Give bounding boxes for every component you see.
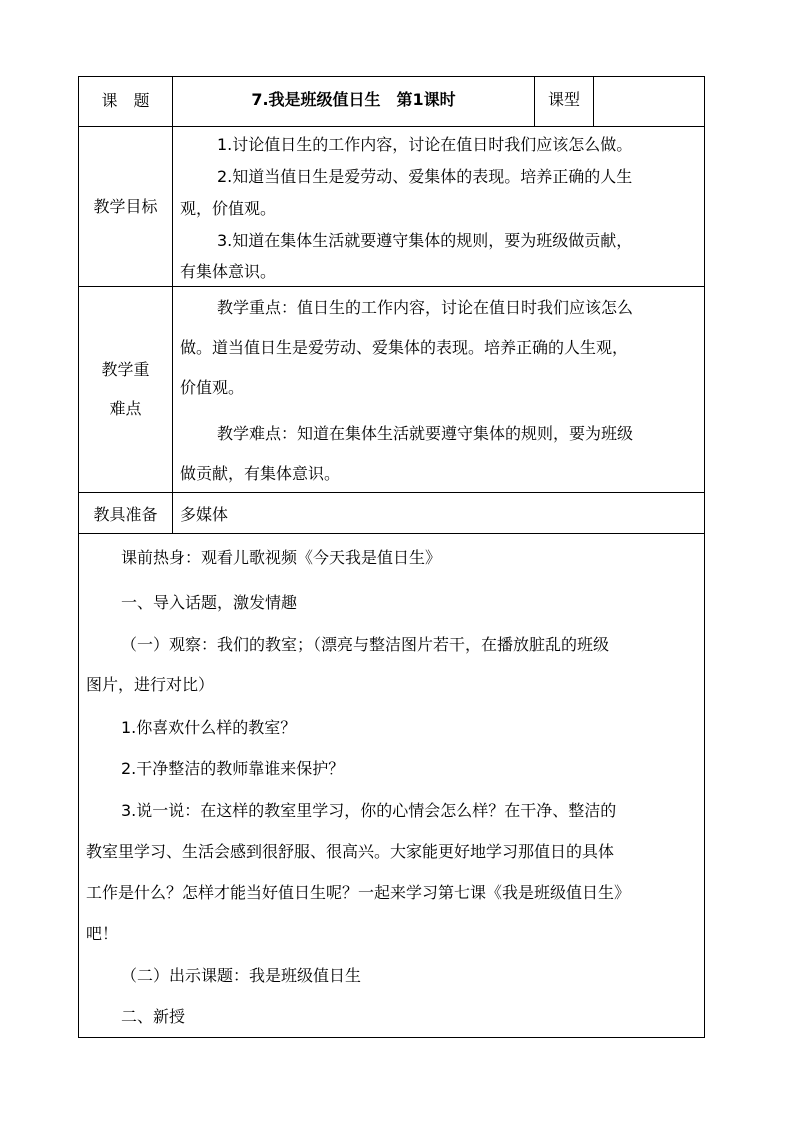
- topic-label: 课 题: [101, 91, 150, 110]
- goals-label: 教学目标: [93, 197, 158, 216]
- lesson-title: 7.我是班级值日生 第1课时: [251, 90, 456, 109]
- goal-line: 1.讨论值日生的工作内容，讨论在值日时我们应该怎么做。: [217, 135, 633, 154]
- column-divider: [172, 77, 173, 533]
- process-line: 工作是什么？怎样才能当好值日生呢？一起来学习第七课《我是班级值日生》: [86, 883, 631, 902]
- process-line: 吧！: [86, 924, 119, 943]
- keypoints-label-line1: 教学重: [101, 360, 150, 379]
- process-line: 教室里学习、生活会感到很舒服、很高兴。大家能更好地学习那值日的具体: [86, 842, 615, 861]
- tools-value: 多媒体: [180, 505, 229, 524]
- goal-line: 3.知道在集体生活就要遵守集体的规则，要为班级做贡献，: [217, 231, 633, 250]
- goal-line: 2.知道当值日生是爱劳动、爱集体的表现。培养正确的人生: [217, 167, 633, 186]
- process-line: 图片，进行对比）: [86, 675, 215, 694]
- keypoint-line: 教学难点：知道在集体生活就要遵守集体的规则，要为班级: [217, 424, 634, 443]
- process-line: （二）出示课题：我是班级值日生: [121, 966, 362, 985]
- goal-line: 有集体意识。: [180, 262, 277, 281]
- type-label: 课型: [547, 90, 580, 109]
- keypoint-line: 做。道当值日生是爱劳动、爱集体的表现。培养正确的人生观，: [180, 338, 629, 357]
- process-line: 1.你喜欢什么样的教室？: [121, 718, 297, 737]
- goal-line: 观，价值观。: [180, 199, 277, 218]
- process-line: 2.干净整洁的教师靠谁来保护？: [121, 759, 345, 778]
- process-line: 课前热身：观看儿歌视频《今天我是值日生》: [121, 548, 442, 567]
- column-divider: [593, 77, 594, 126]
- keypoint-line: 教学重点：值日生的工作内容，讨论在值日时我们应该怎么: [217, 298, 634, 317]
- keypoint-line: 做贡献，有集体意识。: [180, 464, 341, 483]
- process-line: 二、新授: [121, 1007, 186, 1026]
- process-line: （一）观察：我们的教室；（漂亮与整洁图片若干，在播放脏乱的班级: [121, 635, 610, 654]
- keypoint-line: 价值观。: [180, 378, 245, 397]
- row-divider: [79, 533, 704, 534]
- lesson-plan-table: [78, 76, 705, 1038]
- process-line: 3.说一说：在这样的教室里学习，你的心情会怎么样？在干净、整洁的: [121, 801, 617, 820]
- process-line: 一、导入话题，激发情趣: [121, 593, 298, 612]
- tools-label: 教具准备: [93, 505, 158, 524]
- keypoints-label-line2: 难点: [109, 399, 142, 418]
